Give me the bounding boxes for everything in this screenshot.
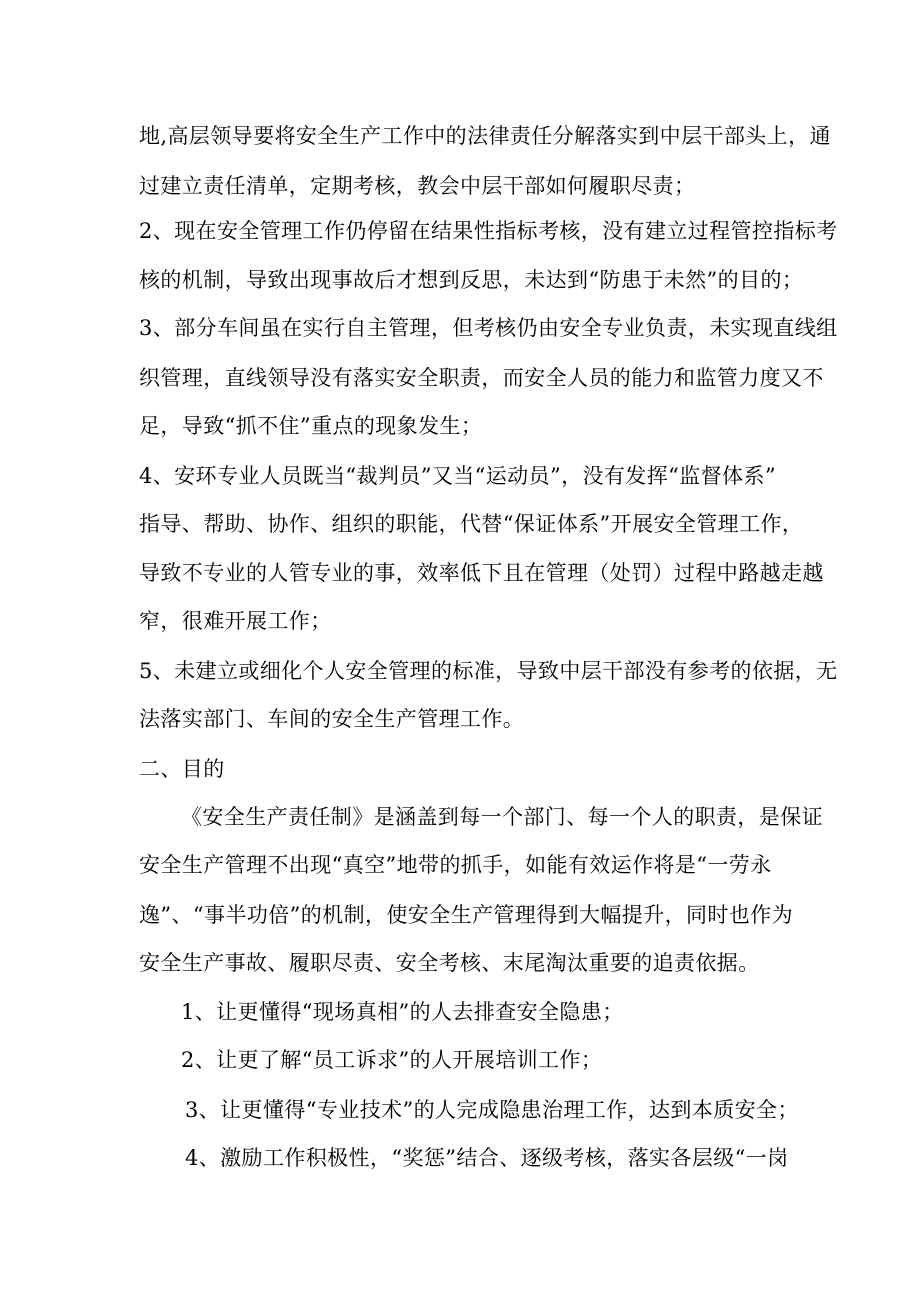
text-line: 4、安环专业人员既当“裁判员”又当“运动员”，没有发挥“监督体系” (139, 464, 776, 488)
text-line: 安全生产管理不出现“真空”地带的抓手，如能有效运作将是“一劳永 (139, 853, 772, 877)
text-line: 足，导致“抓不住”重点的现象发生； (139, 414, 483, 438)
list-item: 3、让更懂得“专业技术”的人完成隐患治理工作，达到本质安全； (185, 1098, 799, 1122)
text-line: 5、未建立或细化个人安全管理的标准，导致中层干部没有参考的依据，无 (139, 659, 838, 683)
text-line: 《安全生产责任制》是涵盖到每一个部门、每一个人的职责，是保证 (181, 805, 823, 829)
list-item: 4、激励工作积极性，“奖惩”结合、逐级考核，落实各层级“一岗 (185, 1146, 789, 1170)
text-line: 织管理，直线领导没有落实安全职责，而安全人员的能力和监管力度又不 (139, 366, 824, 390)
text-line: 法落实部门、车间的安全生产管理工作。 (139, 707, 525, 731)
section-heading: 二、目的 (139, 757, 225, 781)
list-item: 2、让更了解“员工诉求”的人开展培训工作； (181, 1048, 603, 1072)
text-line: 过建立责任清单，定期考核，教会中层干部如何履职尽责； (139, 174, 696, 198)
text-line: 窄，很难开展工作； (139, 609, 332, 633)
text-line: 地,高层领导要将安全生产工作中的法律责任分解落实到中层干部头上，通 (139, 124, 831, 148)
text-line: 导致不专业的人管专业的事，效率低下且在管理（处罚）过程中路越走越 (139, 561, 824, 585)
text-line: 3、部分车间虽在实行自主管理，但考核仍由安全专业负责，未实现直线组 (139, 316, 838, 340)
text-line: 2、现在安全管理工作仍停留在结果性指标考核，没有建立过程管控指标考 (139, 219, 838, 243)
text-line: 逸”、“事半功倍”的机制，使安全生产管理得到大幅提升，同时也作为 (139, 903, 794, 927)
text-line: 指导、帮助、协作、组织的职能，代替“保证体系”开展安全管理工作， (139, 512, 804, 536)
text-line: 安全生产事故、履职尽责、安全考核、末尾淘汰重要的追责依据。 (139, 951, 760, 975)
list-item: 1、让更懂得“现场真相”的人去排查安全隐患； (181, 1000, 624, 1024)
text-line: 核的机制，导致出现事故后才想到反思，未达到“防患于未然”的目的； (139, 268, 804, 292)
